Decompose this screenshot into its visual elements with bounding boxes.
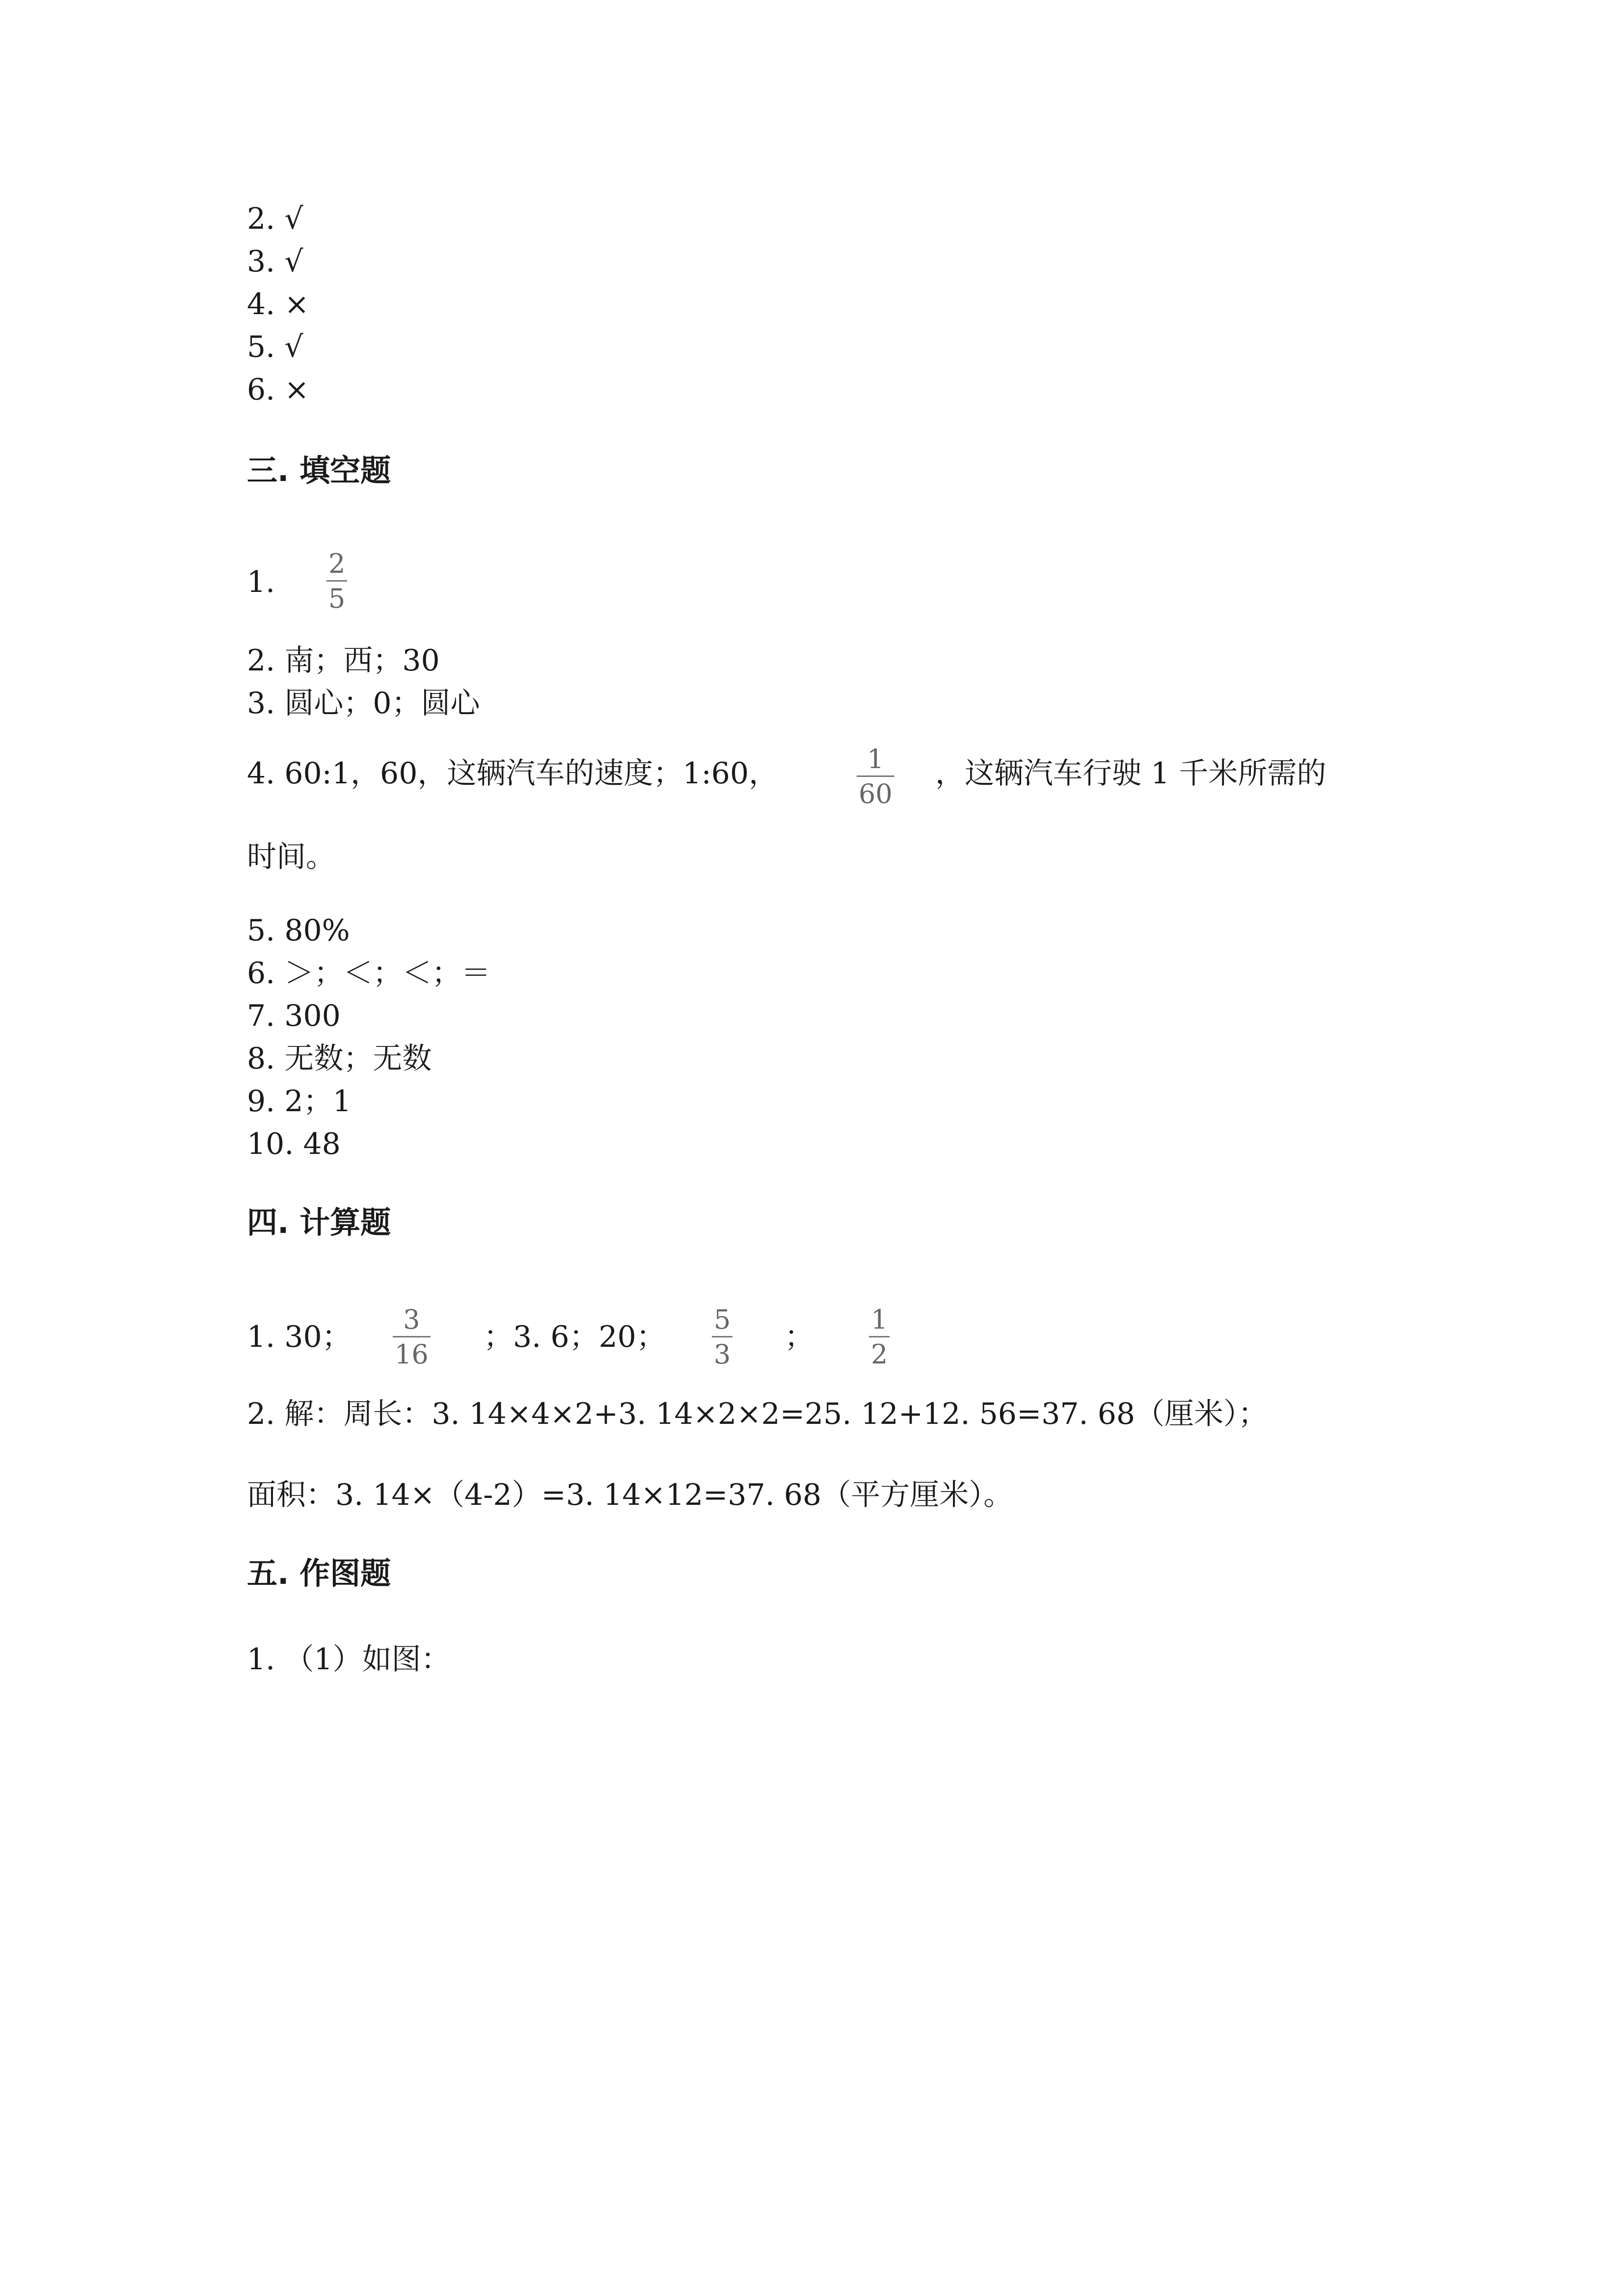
fraction (712, 1306, 732, 1369)
answer-mark: √ (284, 330, 303, 364)
answer-mark: √ (284, 202, 303, 236)
answer-line: 7. 300 (247, 999, 341, 1033)
answer-line: 1. （1）如图： (247, 1642, 451, 1677)
answer-line: 8. 无数；无数 (247, 1041, 432, 1076)
fraction-numerator: 1 (867, 744, 884, 774)
fraction-denominator: 3 (714, 1339, 731, 1370)
answer-line-wrap: 时间。 (247, 840, 335, 874)
answer-line: 面积：3. 14×（4-2）=3. 14×12=37. 68（平方厘米）。 (247, 1478, 1013, 1512)
answer-line: 3. 圆心；0；圆心 (247, 686, 480, 721)
answer-number: 2. (247, 202, 275, 236)
answer-mark: √ (284, 244, 303, 279)
fraction-numerator: 5 (714, 1304, 731, 1335)
answer-number: 3. (247, 244, 275, 279)
answer-line (247, 201, 303, 237)
fraction-bar (326, 580, 347, 582)
fraction (869, 1306, 890, 1369)
answer-line: 2. 解：周长：3. 14×4×2+3. 14×2×2=25. 12+12. 56=37. 68（厘米）； (247, 1397, 1268, 1431)
fraction (857, 745, 894, 808)
fraction-denominator: 5 (328, 583, 346, 614)
answer-line: 1. 30； (247, 1320, 352, 1354)
answer-mark: × (284, 373, 309, 407)
answer-line: 10. 48 (247, 1127, 341, 1161)
fraction-bar (857, 775, 894, 777)
section-heading-calculation: 四. 计算题 (247, 1204, 391, 1240)
answer-number: 1. (247, 565, 275, 599)
answer-line: 4. 60:1，60，这辆汽车的速度；1:60， (247, 756, 779, 791)
section-heading-drawing: 五. 作图题 (247, 1555, 391, 1591)
answer-line-continued: ；3. 6；20； (484, 1320, 666, 1354)
fraction-bar (393, 1336, 431, 1337)
answer-number: 6. (247, 373, 275, 407)
fraction (393, 1306, 431, 1369)
answer-line: 5. 80% (247, 913, 350, 948)
answer-mark: × (284, 287, 309, 321)
fraction-numerator: 3 (403, 1304, 420, 1335)
fraction-denominator: 2 (871, 1339, 888, 1370)
answer-line-continued: ，这辆汽车行驶 1 千米所需的 (935, 756, 1326, 791)
fraction-bar (712, 1336, 732, 1337)
answer-line: 6. ＞；＜；＜；＝ (247, 956, 491, 990)
fraction-denominator: 16 (395, 1339, 429, 1370)
answer-line: 2. 南；西；30 (247, 643, 440, 678)
answer-number: 5. (247, 330, 275, 364)
answer-line (247, 244, 303, 279)
answer-line-continued: ； (785, 1320, 814, 1354)
answer-line (247, 329, 303, 365)
fraction-denominator: 60 (859, 778, 893, 809)
answer-line (247, 564, 275, 600)
fraction-numerator: 1 (871, 1304, 888, 1335)
fraction-bar (869, 1336, 890, 1337)
answer-line: 9. 2；1 (247, 1084, 352, 1119)
fraction (326, 550, 347, 613)
answer-line (247, 372, 309, 407)
answer-line (247, 287, 309, 322)
section-heading-fill-blank: 三. 填空题 (247, 453, 391, 488)
fraction-numerator: 2 (328, 548, 346, 579)
answer-number: 4. (247, 287, 275, 321)
